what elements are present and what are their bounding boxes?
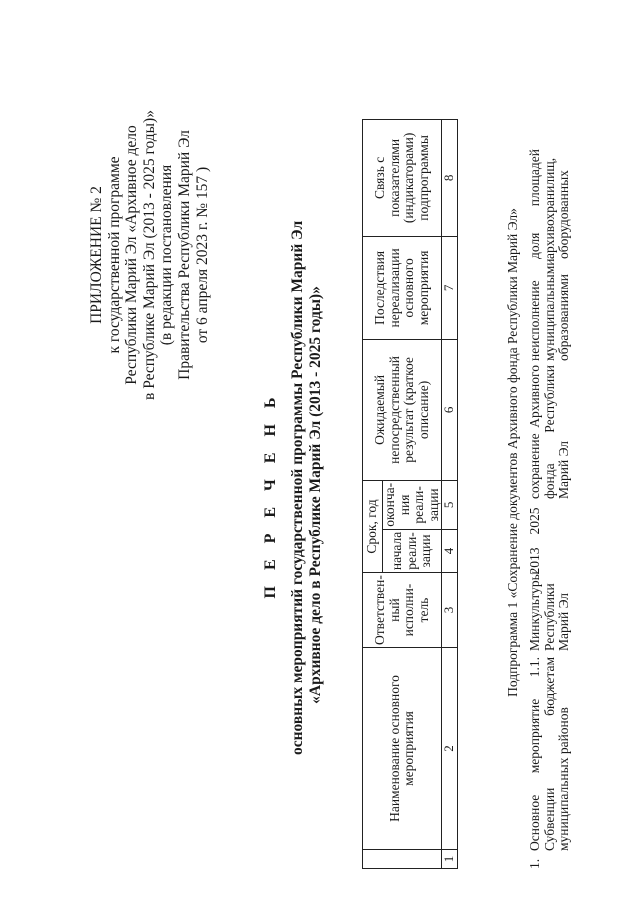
appendix-line: (в редакции постановления [158,164,176,346]
appendix-line: к государственной программе [105,156,123,354]
document-subtitle-line1: основных мероприятий государственной программы Республики Марий Эл [289,220,306,755]
row-indicator-link: доля площадей архивохранилищ, оборудованных [527,149,571,259]
header-executor: Ответствен-ный исполни-тель [363,573,442,648]
column-number: 1 [442,850,458,869]
row-measure-name: Основное мероприятие 1.1. Субвенции бюджетам муниципальных районов [527,657,571,851]
column-number: 6 [442,339,458,480]
appendix-line: Правительства Республики Марий Эл [175,130,193,380]
header-term: Срок, год [363,480,383,572]
row-start-year: 2013 [527,547,542,575]
header-num [363,850,442,869]
column-number: 2 [442,648,458,850]
appendix-line: Республики Марий Эл «Архивное дело [123,125,141,385]
header-measure-name: Наименование основного мероприятия [363,648,442,850]
column-number: 4 [442,529,458,572]
column-number: 3 [442,573,458,648]
appendix-line: в Республике Марий Эл (2013 - 2025 годы)» [140,110,158,400]
column-number: 7 [442,236,458,339]
row-expected-result: сохранение Архивного фонда Республики Марий Эл [527,365,571,499]
document-heading: П Е Р Е Ч Е Н Ь [262,391,279,599]
row-end-year: 2025 [527,507,542,535]
document-subtitle-line2: «Архивное дело в Республике Марий Эл (2013 - 2025 годы)» [307,286,324,704]
column-number: 5 [442,480,458,529]
column-number: 8 [442,119,458,236]
appendix-line: ПРИЛОЖЕНИЕ № 2 [88,186,105,324]
row-consequences: неисполнение муниципальными образованиями [527,258,571,361]
measures-table [362,119,458,869]
row-number: 1. [527,858,542,869]
subprogram-title: Подпрограмма 1 «Сохранение документов Архивного фонда Республики Марий Эл» [505,208,520,697]
header-indicator-link: Связь с показателями (индикаторами) подпрограммы [363,119,442,236]
appendix-line: от 6 апреля 2023 г. № 157 ) [193,166,211,344]
header-start-year: начала реали-зации [383,529,442,572]
header-consequences: Последствия нереализации основного мероприятия [363,236,442,339]
row-executor: Минкультуры Республики Марий Эл [527,571,571,651]
document-title [262,220,325,755]
appendix-header [88,75,211,435]
header-expected-result: Ожидаемый непосредственный результат (краткое описание) [363,339,442,480]
header-end-year: оконча-ния реали-зации [383,480,442,529]
